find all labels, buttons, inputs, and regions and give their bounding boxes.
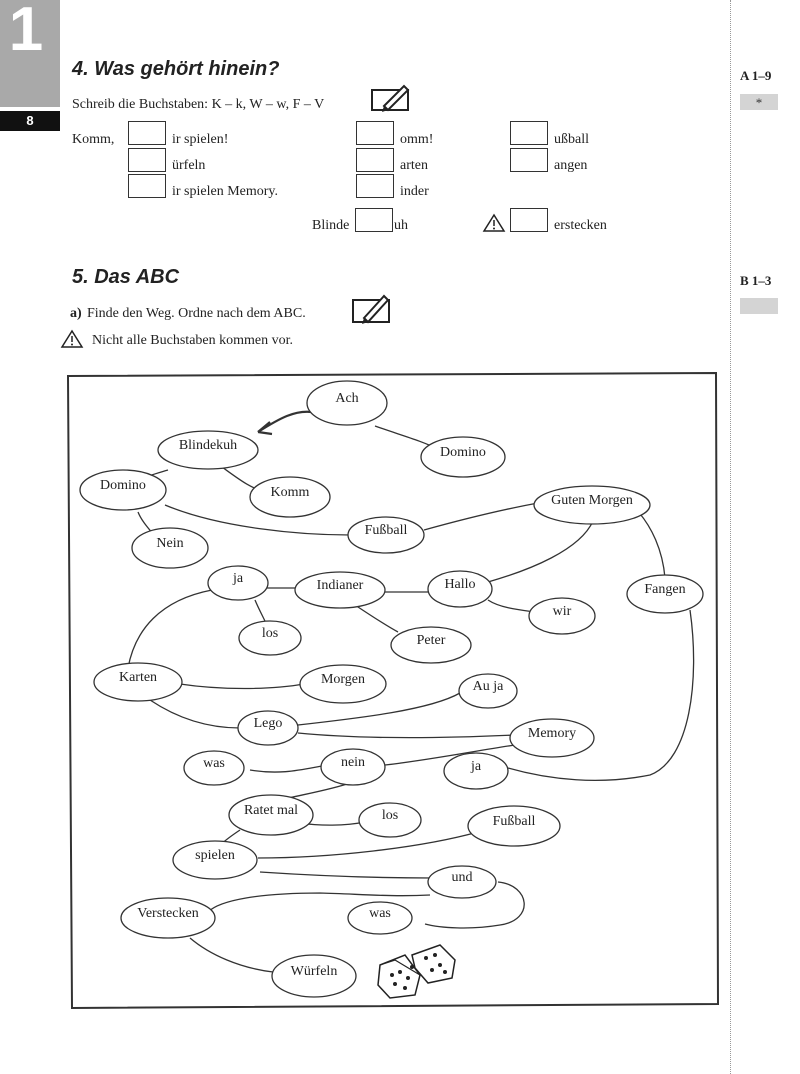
maze-word xyxy=(321,749,385,785)
maze-word xyxy=(250,477,330,517)
komm-label: Komm, xyxy=(72,132,115,147)
maze-word-label: ja xyxy=(232,571,244,586)
maze-word-label: Fußball xyxy=(492,814,536,829)
maze-word xyxy=(173,841,257,879)
maze-word-label: Verstecken xyxy=(137,906,199,921)
fill-word: erstecken xyxy=(554,218,607,233)
maze-word xyxy=(359,803,421,837)
maze-word xyxy=(132,528,208,568)
maze-word-label: was xyxy=(369,906,391,921)
maze-word-label: wir xyxy=(552,604,572,619)
maze-word xyxy=(229,795,313,835)
fill-word: omm! xyxy=(400,132,434,147)
fill-word: ir spielen Memory. xyxy=(172,184,279,199)
maze-word-label: Guten Morgen xyxy=(551,493,633,508)
maze-word-label: Memory xyxy=(527,726,577,741)
maze-word-label: Morgen xyxy=(320,672,366,687)
maze-word xyxy=(158,431,258,469)
maze-word-label: Lego xyxy=(253,716,283,731)
maze-word xyxy=(627,575,703,613)
maze-word-label: Fußball xyxy=(364,523,408,538)
maze-word-label: Ratet mal xyxy=(243,803,299,818)
task-text: Finde den Weg. Ordne nach dem ABC. xyxy=(87,306,306,321)
maze-word xyxy=(184,751,244,785)
maze-word xyxy=(391,627,471,663)
maze-word-label: Blindekuh xyxy=(178,438,238,453)
maze-word-label: Ach xyxy=(335,391,359,406)
chapter-number: 1 xyxy=(8,0,44,64)
maze-word xyxy=(295,572,385,608)
maze-word-label: was xyxy=(203,756,225,771)
maze-word xyxy=(80,470,166,510)
section5-title: 5. Das ABC xyxy=(72,266,180,288)
maze-word-label: nein xyxy=(340,755,366,770)
fill-word: ürfeln xyxy=(172,158,206,173)
maze-word xyxy=(459,674,517,708)
maze-word-label: Domino xyxy=(440,445,486,460)
maze-word-label: los xyxy=(261,626,279,641)
maze-word xyxy=(272,955,356,997)
maze-word-label: Komm xyxy=(270,485,310,500)
maze-word xyxy=(348,517,424,553)
maze-word-label: und xyxy=(451,870,473,885)
maze-word-label: Fangen xyxy=(644,582,686,597)
maze-word xyxy=(444,753,508,789)
section4-instruction: Schreib die Buchstaben: K – k, W – w, F – V xyxy=(72,97,325,112)
difficulty-mark: * xyxy=(740,94,778,110)
task-label: a) xyxy=(70,306,82,321)
maze-word xyxy=(428,571,492,607)
ref-b: B 1–3 xyxy=(740,273,772,288)
maze-word-label: spielen xyxy=(195,848,235,863)
maze-word-label: Würfeln xyxy=(290,964,338,979)
maze-word xyxy=(428,866,496,898)
fill-word: Blinde xyxy=(312,218,350,233)
maze-word xyxy=(468,806,560,846)
maze-word xyxy=(348,902,412,934)
fill-word: uh xyxy=(394,218,408,233)
maze-word xyxy=(94,663,182,701)
maze-word xyxy=(238,711,298,745)
maze-word-label: Domino xyxy=(100,478,146,493)
section4-title: 4. Was gehört hinein? xyxy=(72,58,280,80)
maze-word-label: Nein xyxy=(156,536,184,551)
ref-a: A 1–9 xyxy=(740,68,772,83)
maze-word xyxy=(121,898,215,938)
fill-word: arten xyxy=(400,158,428,173)
maze-word-label: Au ja xyxy=(472,679,504,694)
maze-word-label: Hallo xyxy=(444,577,476,592)
page-number: 8 xyxy=(0,111,60,131)
maze-word-label: Karten xyxy=(118,670,158,685)
maze-word xyxy=(239,621,301,655)
maze-word xyxy=(534,486,650,524)
maze-word-label: ja xyxy=(470,759,482,774)
maze-word-label: Indianer xyxy=(316,578,364,593)
dice-icon xyxy=(378,945,455,998)
maze-word xyxy=(208,566,268,600)
fill-word: angen xyxy=(554,158,588,173)
warning-text: Nicht alle Buchstaben kommen vor. xyxy=(92,333,294,348)
maze-word xyxy=(510,719,594,757)
maze-word xyxy=(421,437,505,477)
fill-word: inder xyxy=(400,184,429,199)
maze-word-label: los xyxy=(381,808,399,823)
maze-word xyxy=(307,381,387,425)
maze-word xyxy=(300,665,386,703)
maze-word-label: Peter xyxy=(416,633,446,648)
fill-word: ußball xyxy=(554,132,589,147)
maze-word xyxy=(529,598,595,634)
fill-word: ir spielen! xyxy=(172,132,229,147)
